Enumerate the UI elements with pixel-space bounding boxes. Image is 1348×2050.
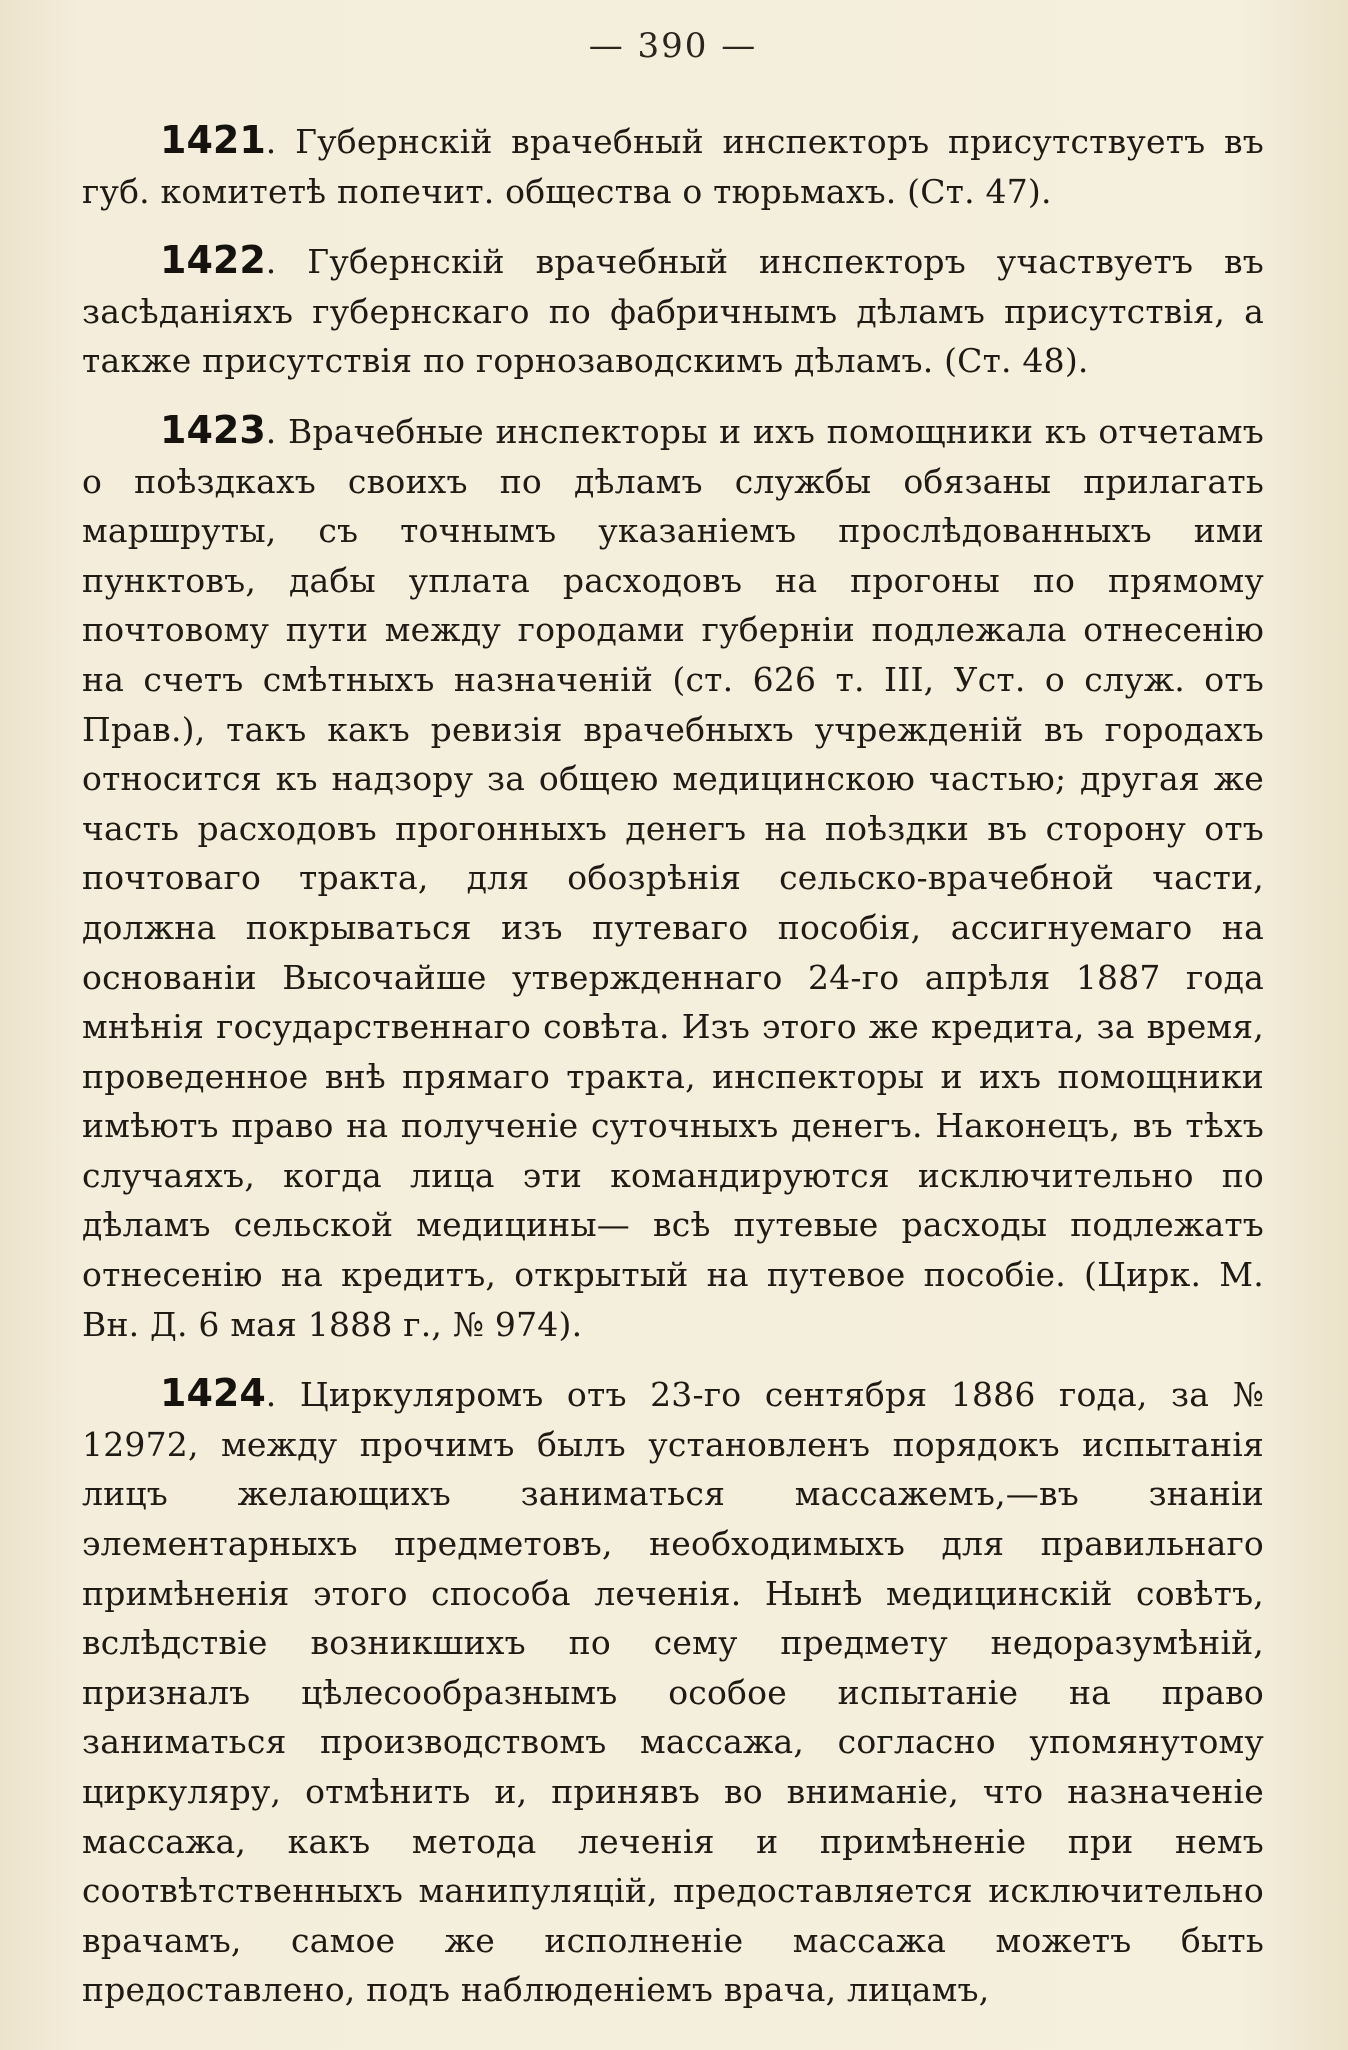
page-number: — 390 — (588, 26, 758, 66)
article-number: 1421 (160, 118, 266, 162)
article-1422 (82, 236, 1264, 386)
article-text: . Циркуляромъ отъ 23-го сентября 1886 года, за № 12972, между прочимъ былъ установленъ порядокъ испытанія лицъ желающихъ заниматься массажемъ,—въ знаніи элементарныхъ предметовъ, необходимыхъ для правильнаго примѣненія этого способа леченія. Нынѣ медицинскій совѣтъ, вслѣдствіе возникшихъ по сему предмету недоразумѣній, призналъ цѣлесообразнымъ особое испытаніе на право заниматься производствомъ массажа, согласно упомянутому циркуляру, отмѣнить и, принявъ во вниманіе, что назначеніе массажа, какъ метода леченія и примѣненіе при немъ соотвѣтственныхъ манипуляцій, предоставляется исключительно врачамъ, самое же исполненіе массажа можетъ быть предоставлено, подъ наблюденіемъ врача, лицамъ, (82, 1375, 1264, 2010)
article-1424 (82, 1369, 1264, 2015)
article-number: 1422 (160, 238, 266, 283)
article-number: 1423 (160, 407, 266, 452)
article-1421 (82, 116, 1264, 216)
article-text: . Губернскій врачебный инспекторъ присутствуетъ въ губ. комитетѣ попечит. общества о тюрьмахъ. (Ст. 47). (82, 122, 1264, 211)
article-number: 1424 (160, 1371, 266, 1416)
article-1423 (82, 406, 1264, 1349)
article-text: . Губернскій врачебный инспекторъ участвуетъ въ засѣданіяхъ губернскаго по фабричнымъ дѣламъ присутствія, а также присутствія по горнозаводскимъ дѣламъ. (Ст. 48). (82, 242, 1264, 381)
article-text: . Врачебные инспекторы и ихъ помощники къ отчетамъ о поѣздкахъ своихъ по дѣламъ службы обязаны прилагать маршруты, съ точнымъ указаніемъ прослѣдованныхъ ими пунктовъ, дабы уплата расходовъ на прогоны по прямому почтовому пути между городами губерніи подлежала отнесенію на счетъ смѣтныхъ назначеній (ст. 626 т. III, Уст. о служ. отъ Прав.), такъ какъ ревизія врачебныхъ учрежденій въ городахъ относится къ надзору за общею медицинскою частью; другая же часть расходовъ прогонныхъ денегъ на поѣздки въ сторону отъ почтоваго тракта, для обозрѣнія сельско-врачебной части, должна покрываться изъ путеваго пособія, ассигнуемаго на основаніи Высочайше утвержденнаго 24-го апрѣля 1887 года мнѣнія государственнаго совѣта. Изъ этого же кредита, за время, проведенное внѣ прямаго тракта, инспекторы и ихъ помощники имѣютъ право на полученіе суточныхъ денегъ. Наконецъ, въ тѣхъ случаяхъ, когда лица эти командируются исключительно по дѣламъ сельской медицины— всѣ путевые расходы подлежатъ отнесенію на кредитъ, открытый на путевое пособіе. (Цирк. М. Вн. Д. 6 мая 1888 г., № 974). (82, 411, 1264, 1344)
